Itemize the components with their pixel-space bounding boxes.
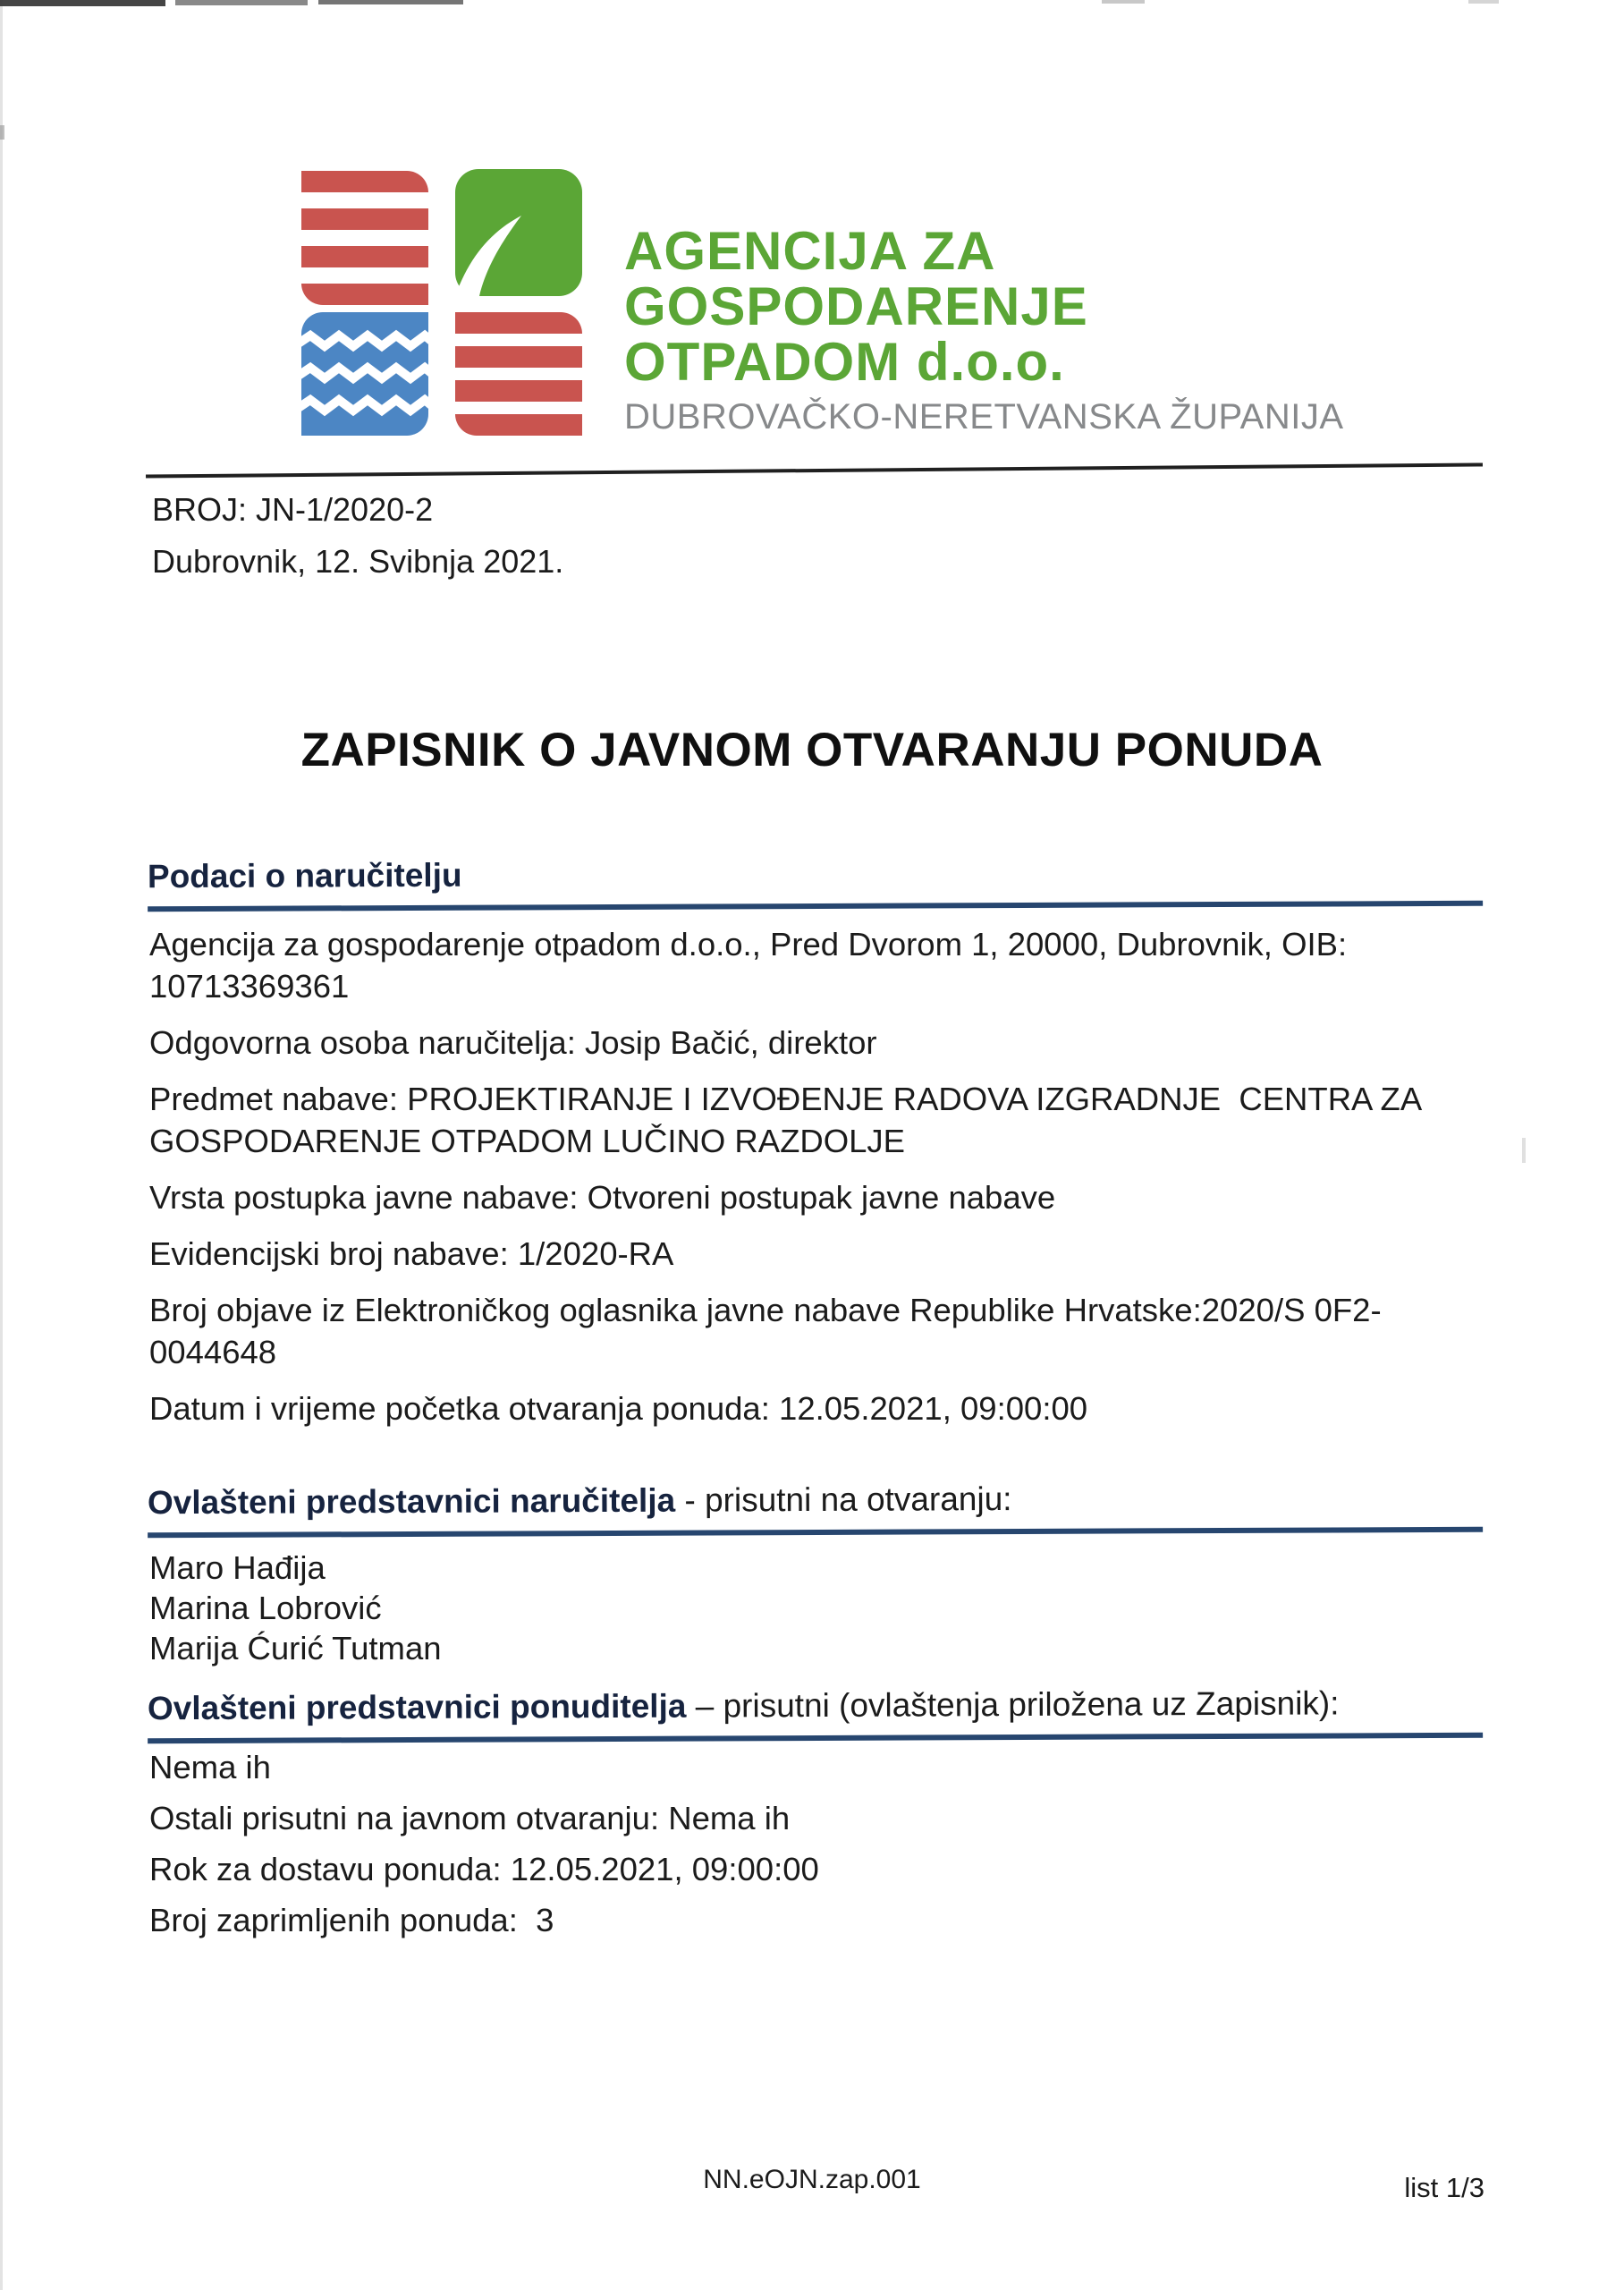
buyer-reps-names — [149, 1548, 1482, 1668]
text-line: Predmet nabave: PROJEKTIRANJE I IZVOĐENJE RADOVA IZGRADNJE CENTRA ZA — [149, 1081, 1423, 1117]
text-line: 0044648 — [149, 1334, 277, 1370]
paragraph — [149, 923, 1482, 1007]
heading-rest-text: - prisutni na otvaranju: — [675, 1480, 1012, 1519]
paragraph — [149, 1797, 1482, 1839]
representative-name: Marina Lobrović — [149, 1590, 382, 1626]
text-line: Vrsta postupka javne nabave: Otvoreni postupak javne nabave — [149, 1179, 1056, 1216]
paragraph — [149, 1022, 1482, 1064]
header-divider — [146, 462, 1483, 478]
text-line: Nema ih — [149, 1749, 271, 1785]
section-heading-buyer-reps — [148, 1478, 1483, 1539]
text-line: Broj zaprimljenih ponuda: 3 — [149, 1902, 554, 1938]
paragraph — [149, 1176, 1482, 1218]
doc-number: BROJ: JN-1/2020-2 — [152, 491, 434, 528]
scan-artifact — [1522, 1138, 1526, 1163]
paragraph — [149, 1078, 1482, 1162]
logo-wordmark — [624, 221, 1344, 437]
paragraph — [149, 1233, 1482, 1275]
wordmark-lines — [624, 221, 1344, 392]
text-line: Rok za dostavu ponuda: 12.05.2021, 09:00:00 — [149, 1851, 819, 1887]
text-line: 10713369361 — [149, 968, 350, 1005]
buyer-paragraphs — [149, 923, 1482, 1444]
page-title: ZAPISNIK O JAVNOM OTVARANJU PONUDA — [300, 724, 1324, 776]
paragraph — [149, 1387, 1482, 1429]
representative-name: Marija Ćurić Tutman — [149, 1630, 442, 1667]
heading-bold-text: Ovlašteni predstavnici naručitelja — [147, 1481, 676, 1522]
scan-artifact — [175, 0, 308, 5]
section-heading-bidder-reps — [148, 1684, 1483, 1744]
scan-artifact — [0, 0, 165, 6]
footer-page-indicator: list 1/3 — [1404, 2172, 1484, 2203]
scan-artifact — [1102, 0, 1145, 4]
paragraph — [149, 1899, 1482, 1941]
wordmark-line: AGENCIJA ZA — [624, 221, 996, 281]
heading-bold-text: Ovlašteni predstavnici ponuditelja — [147, 1687, 687, 1727]
waste-agency-logo-icon — [298, 164, 586, 448]
representative-name: Maro Hađija — [149, 1549, 326, 1586]
heading-bold-text: Podaci o naručitelju — [147, 856, 462, 895]
wordmark-line: GOSPODARENJE — [624, 276, 1088, 336]
wordmark-line: OTPADOM d.o.o. — [624, 332, 1065, 392]
scan-artifact — [0, 125, 4, 140]
text-line: GOSPODARENJE OTPADOM LUČINO RAZDOLJE — [149, 1123, 906, 1159]
footer-doc-code: NN.eOJN.zap.001 — [703, 2165, 921, 2194]
scan-artifact — [1468, 0, 1499, 4]
text-line: Broj objave iz Elektroničkog oglasnika javne nabave Republike Hrvatske:2020/S 0F2- — [149, 1292, 1382, 1328]
section-heading-buyer — [148, 852, 1483, 912]
scan-artifact — [318, 0, 463, 4]
bidder-paragraphs — [149, 1746, 1482, 1950]
text-line: Odgovorna osoba naručitelja: Josip Bačić, direktor — [149, 1024, 877, 1061]
heading-rest-text: – prisutni (ovlaštenja priložena uz Zapisnik): — [686, 1684, 1340, 1725]
paragraph — [149, 1746, 1482, 1788]
paragraph — [149, 1289, 1482, 1373]
paragraph — [149, 1848, 1482, 1890]
text-line: Evidencijski broj nabave: 1/2020-RA — [149, 1235, 674, 1272]
text-line: Ostali prisutni na javnom otvaranju: Nema ih — [149, 1800, 791, 1836]
doc-place-date: Dubrovnik, 12. Svibnja 2021. — [152, 543, 564, 580]
logo-subtitle: DUBROVAČKO-NERETVANSKA ŽUPANIJA — [624, 397, 1344, 437]
text-line: Datum i vrijeme početka otvaranja ponuda: 12.05.2021, 09:00:00 — [149, 1390, 1088, 1427]
text-line: Agencija za gospodarenje otpadom d.o.o., Pred Dvorom 1, 20000, Dubrovnik, OIB: — [149, 926, 1348, 963]
